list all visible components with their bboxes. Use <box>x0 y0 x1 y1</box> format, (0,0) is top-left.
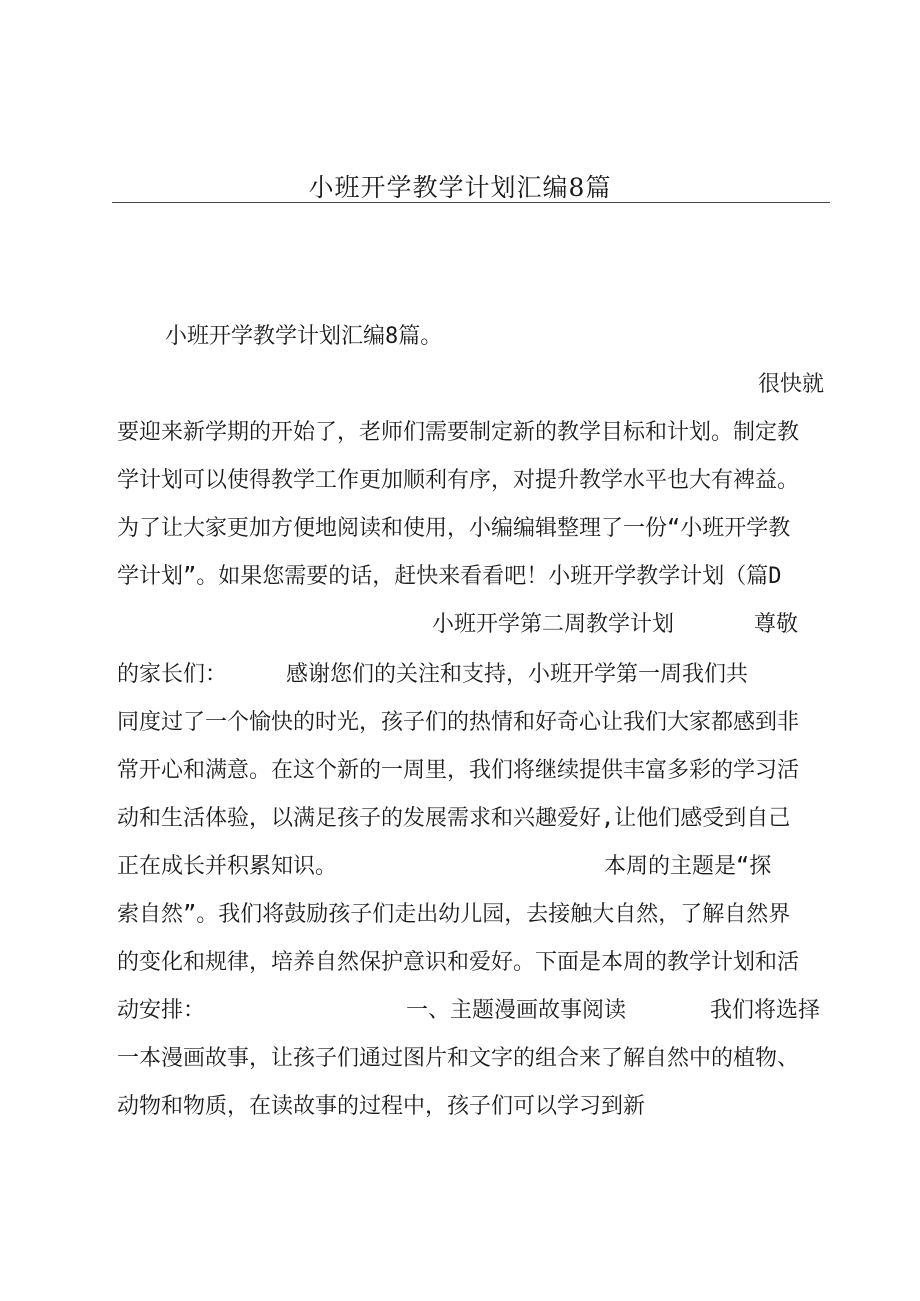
paragraph-line: 常开心和满意。在这个新的一周里，我们将继续提供丰富多彩的学习活 <box>117 758 800 783</box>
paragraph-line: 感谢您们的关注和支持，小班开学第一周我们共 <box>286 662 749 687</box>
paragraph-line: 一本漫画故事，让孩子们通过图片和文字的组合来了解自然中的植物、 <box>117 1046 800 1071</box>
paragraph-line: 索自然”。我们将鼓励孩子们走出幼儿园，去接触大自然，了解自然界 <box>117 902 791 927</box>
section-heading: 一、主题漫画故事阅读 <box>406 998 627 1023</box>
paragraph-line: 学计划可以使得教学工作更加顺利有序，对提升教学水平也大有裨益。 <box>117 468 800 493</box>
intro-line: 小班开学教学计划汇编8篇。 <box>165 324 443 349</box>
section-heading: 小班开学第二周教学计划 <box>432 612 675 637</box>
paragraph-line: 要迎来新学期的开始了，老师们需要制定新的教学目标和计划。制定教 <box>117 420 800 445</box>
paragraph-line: 动安排： <box>117 998 206 1023</box>
paragraph-line: 动和生活体验，以满足孩子的发展需求和兴趣爱好,让他们感受到自己 <box>117 806 791 831</box>
paragraph-line: 为了让大家更加方便地阅读和使用，小编编辑整理了一份“小班开学教 <box>117 516 791 541</box>
document-title: 小班开学教学计划汇编8篇 <box>308 173 612 202</box>
paragraph-line: 的变化和规律，培养自然保护意识和爱好。下面是本周的教学计划和活 <box>117 950 800 975</box>
paragraph-line: 尊敬 <box>754 612 799 637</box>
paragraph-line: 同度过了一个愉快的时光，孩子们的热情和好奇心让我们大家都感到非 <box>117 710 800 735</box>
title-divider <box>112 202 830 203</box>
paragraph-line: 我们将选择 <box>710 998 821 1023</box>
paragraph-line: 本周的主题是“探 <box>604 854 772 879</box>
paragraph-line: 正在成长并积累知识。 <box>117 854 338 879</box>
paragraph-line: 动物和物质，在读故事的过程中，孩子们可以学习到新 <box>117 1094 646 1119</box>
paragraph-line: 的家长们： <box>117 662 228 687</box>
paragraph-line: 很快就 <box>758 372 825 397</box>
paragraph-line: 学计划”。如果您需要的话，赶快来看看吧！小班开学教学计划（篇D <box>117 564 782 589</box>
